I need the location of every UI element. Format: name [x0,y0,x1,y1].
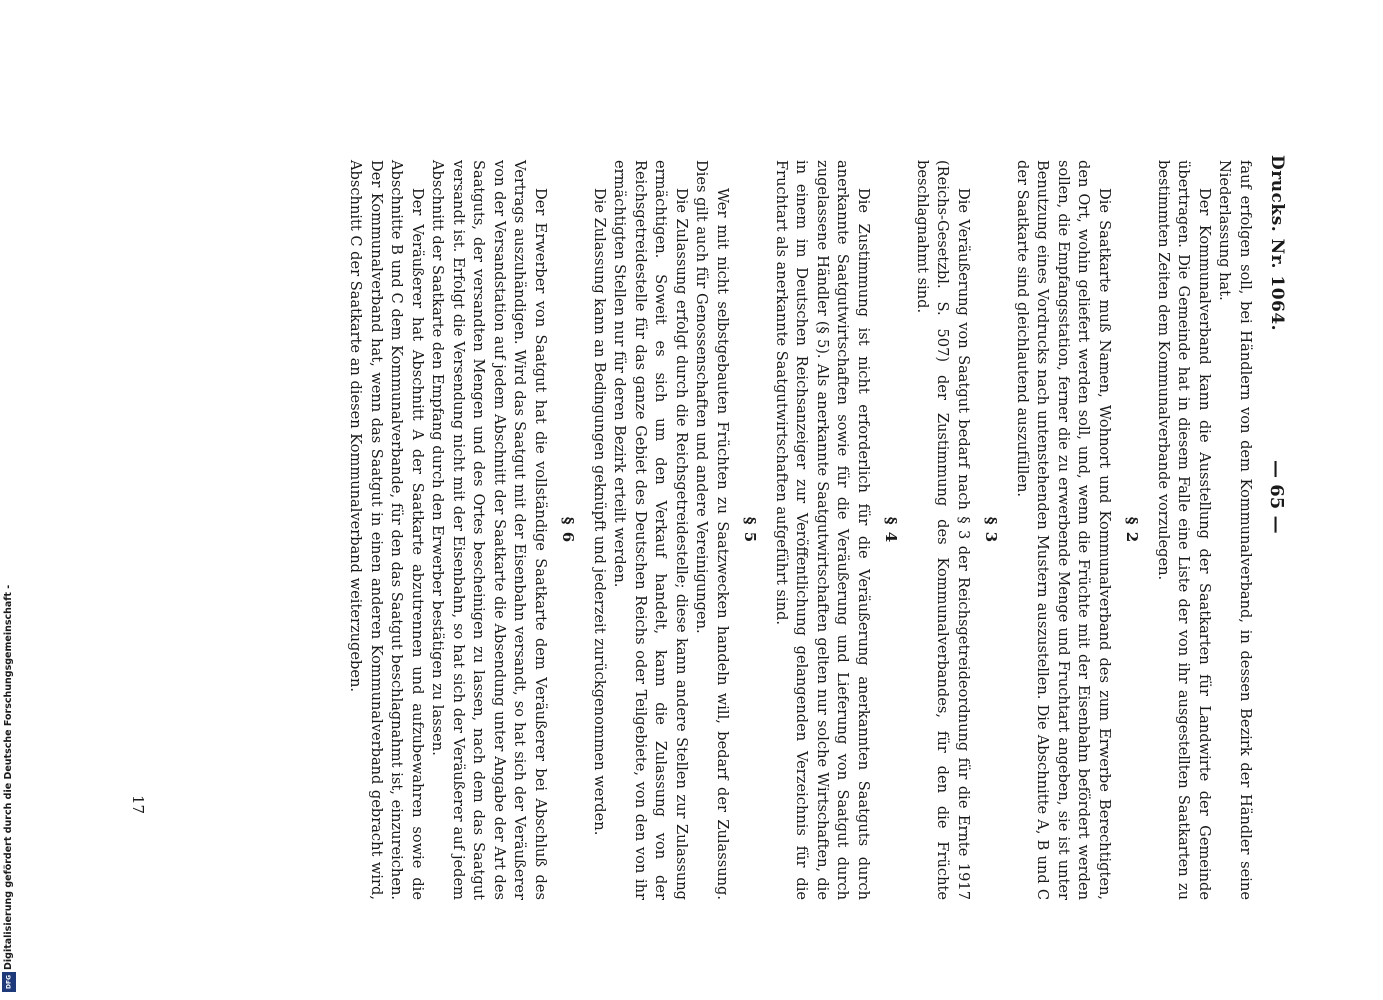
section-heading: § 4 [882,516,901,544]
paragraph: Der Erwerber von Saatgut hat die vollständige Saatkarte dem Veräußerer bei Abschluß des Vertrags auszuhändigen. Wird das Saatgut mit der Eisenbahn versandt, so hat sich der Veräußerer von der Versandstation auf jedem Abschnitt der Saatkarte die Absendung unter Angabe der Art des Saatguts, der versandten Mengen und des Ortes bescheinigen zu lassen, nach dem das Saatgut versandt ist. Erfolgt die Versendung nicht mit der Eisenbahn, so hat sich der Veräußerer auf jedem Abschnitt der Saatkarte den Empfang durch den Erwerber bestätigen zu lassen. [429,160,549,900]
document-reference: Drucks. Nr. 1064. [1267,155,1287,332]
section-heading: § 2 [1123,516,1142,544]
paragraph: Der Veräußerer hat Abschnitt A der Saatkarte abzutrennen und aufzubewahren sowie die Abschnitte B und C dem Kommunalverbande, für den das Saatgut beschlagnahmt ist, einzureichen. Der Kommunalverband hat, wenn das Saatgut in einen anderen Kommunalverband gebracht wird, Abschnitt C der Saatkarte an diesen Kommunalverband weiterzugeben. [347,160,426,900]
section-heading: § 5 [741,516,760,544]
signature-number: 17 [129,795,147,815]
paragraph: Die Veräußerung von Saatgut bedarf nach § 3 der Reichsgetreideordnung für die Ernte 1917 (Reichs-Gesetzbl. S. 507) der Zustimmung des Kommunalverbandes, für den die Früchte beschlagnahmt sind. [914,160,972,900]
dfg-footer [2,584,16,992]
section-heading: § 3 [982,516,1001,544]
dfg-logo-icon: DFG [2,972,16,992]
paragraph: Die Saatkarte muß Namen, Wohnort und Kommunalverband des zum Erwerbe Berechtigten, den Ort, wohin geliefert werden soll, und, wenn die Früchte mit der Eisenbahn befördert werden sollen, die Empfangsstation, ferner die zu erwerbende Menge und Fruchtart angeben, sie ist unter Benutzung eines Vordrucks nach untenstehenden Mustern auszustellen. Die Abschnitte A, B und C der Saatkarte sind gleichlautend auszufüllen. [1014,160,1113,900]
section-heading: § 6 [559,516,578,544]
paragraph: Die Zulassung kann an Bedingungen geknüpft und jederzeit zurückgenommen werden. [591,188,608,836]
paragraph: Der Kommunalverband kann die Ausstellung der Saatkarten für Landwirte der Gemeinde übertragen. Die Gemeinde hat in diesem Falle eine Liste der von ihr ausgestellten Saatkarten zu bestimmten Zeiten dem Kommunalverbande vorzulegen. [1155,160,1213,900]
paragraph: fauf erfolgen soll, bei Händlern von dem Kommunalverband, in dessen Bezirk der Händler seine Niederlassung hat. [1216,160,1254,900]
paragraph: Die Zustimmung ist nicht erforderlich für die Veräußerung anerkannten Saatguts durch anerkannte Saatgutwirtschaften sowie für die Veräußerung und Lieferung von Saatgut durch zugelassene Händler (§ 5). Als anerkannte Saatgutwirtschaften gelten nur solche Wirtschaften, die in einem im Deutschen Reichsanzeiger zur Veröffentlichung gelangenden Verzeichnis für die Fruchtart als anerkannte Saatgutwirtschaften aufgeführt sind. [773,160,872,900]
paragraph: Wer mit nicht selbstgebauten Früchten zu Saatzwecken handeln will, bedarf der Zulassung. Dies gilt auch für Genossenschaften und andere Vereinigungen. [693,160,731,900]
paragraph: Die Zulassung erfolgt durch die Reichsgetreidestelle; diese kann andere Stellen zur Zulassung ermächtigen. Soweit es sich um den Verkauf handelt, kann die Zulassung von der Reichsgetreidestelle für das ganze Gebiet des Deutschen Reichs oder Teilgebiete, von den von ihr ermächtigten Stellen nur für deren Bezirk erteilt werden. [611,160,690,900]
document-body [345,160,1255,900]
footer-text: Digitalisierung gefördert durch die Deutsche Forschungsgemeinschaft - [3,584,14,970]
page-number: — 65 — [1266,460,1287,534]
